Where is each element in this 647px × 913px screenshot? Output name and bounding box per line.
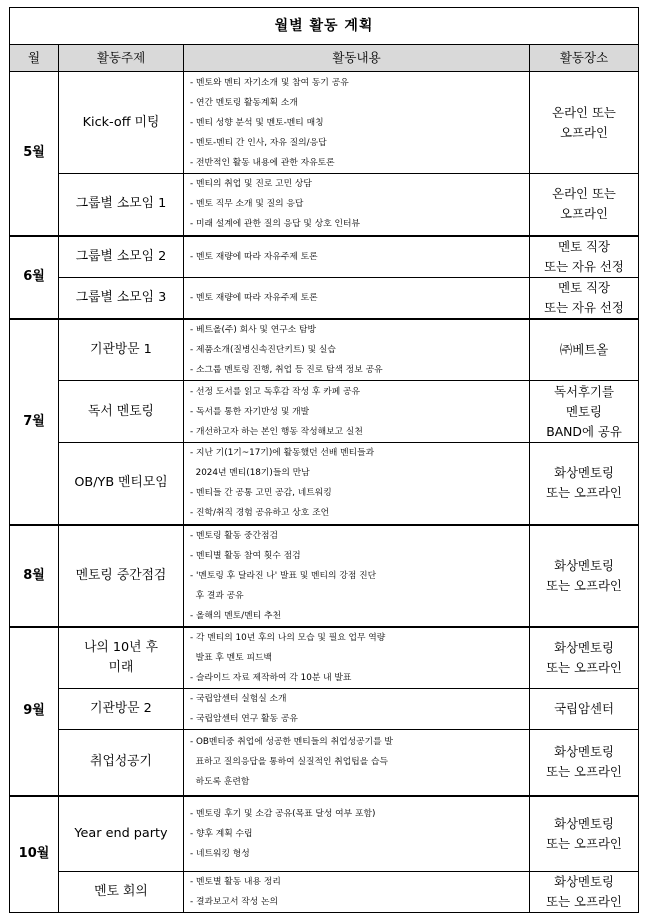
- place-line: 또는 자유 선정: [544, 258, 624, 274]
- month-cell: 8월: [10, 525, 59, 627]
- topic-cell: 그룹별 소모임 1: [59, 174, 184, 236]
- place-line: 독서후기를: [554, 383, 614, 399]
- month-cell: 7월: [10, 319, 59, 525]
- content-line: 표하고 질의응답을 통하여 실질적인 취업팁을 습득: [190, 757, 389, 768]
- place-cell: [530, 443, 639, 525]
- header-topic: 활동주제: [59, 45, 184, 72]
- place-cell: [530, 319, 639, 381]
- header-month: 월: [10, 45, 59, 72]
- content-line: - 멘토링 후기 및 소감 공유(목표 달성 여부 포함): [190, 808, 376, 819]
- topic-cell: Kick-off 미팅: [59, 72, 184, 174]
- content-line: - 올해의 멘토/멘티 추천: [190, 610, 282, 621]
- table-row: [10, 872, 639, 913]
- place-line: 화상멘토링: [554, 874, 614, 889]
- content-line: 2024년 멘티(18기)들의 만남: [190, 468, 310, 479]
- content-line: - 네트워킹 형성: [190, 848, 250, 859]
- topic-cell: 취업성공기: [59, 730, 184, 796]
- table-row: [10, 730, 639, 796]
- place-line: ㈜베트올: [559, 341, 609, 357]
- place-cell: [530, 174, 639, 236]
- content-line: - 미래 설계에 관한 질의 응답 및 상호 인터뷰: [190, 219, 361, 230]
- place-line: 온라인 또는: [552, 104, 616, 120]
- content-line: - 슬라이드 자료 제작하여 각 10분 내 발표: [190, 672, 352, 683]
- table-row: [10, 277, 639, 319]
- place-line: 화상멘토링: [554, 639, 614, 655]
- topic-cell: 독서 멘토링: [59, 381, 184, 443]
- content-line: - 멘토 직무 소개 및 질의 응답: [190, 199, 304, 210]
- place-line: 화상멘토링: [554, 815, 614, 831]
- table-row: [10, 381, 639, 443]
- topic-cell: 멘토링 중간점검: [59, 525, 184, 627]
- content-line: - 멘티들 간 공통 고민 공감, 네트워킹: [190, 488, 332, 499]
- place-cell: [530, 796, 639, 872]
- content-line: - 멘토별 활동 내용 정리: [190, 877, 281, 887]
- content-cell: [184, 525, 530, 627]
- content-cell: [184, 689, 530, 730]
- table-row: [10, 525, 639, 627]
- place-line: 멘토 직장: [558, 279, 610, 295]
- table-row: [10, 443, 639, 525]
- topic-line: 나의 10년 후: [84, 639, 158, 655]
- topic-cell: 기관방문 2: [59, 689, 184, 730]
- content-cell: [184, 796, 530, 872]
- topic-line: 미래: [108, 659, 134, 675]
- content-line: - 멘티 성향 분석 및 멘토-멘티 매칭: [190, 117, 324, 128]
- content-line: 하도록 훈련함: [190, 777, 250, 788]
- content-line: - 멘티별 활동 참여 횟수 점검: [190, 550, 301, 561]
- topic-cell: 기관방문 1: [59, 319, 184, 381]
- content-cell: [184, 174, 530, 236]
- content-cell: [184, 277, 530, 319]
- content-cell: [184, 627, 530, 689]
- table-row: [10, 689, 639, 730]
- place-line: 또는 오프라인: [546, 659, 622, 675]
- place-line: 멘토 직장: [558, 238, 610, 254]
- topic-cell: Year end party: [59, 796, 184, 872]
- place-line: 온라인 또는: [552, 186, 616, 202]
- content-cell: [184, 381, 530, 443]
- content-line: - 멘토 재량에 따라 자유주제 토론: [190, 292, 318, 303]
- content-line: - 연간 멘토링 활동계획 소개: [190, 97, 298, 108]
- content-cell: [184, 236, 530, 278]
- content-line: - 진학/취직 경험 공유하고 상호 조언: [190, 508, 330, 519]
- table-row: [10, 319, 639, 381]
- place-cell: [530, 627, 639, 689]
- month-cell: 6월: [10, 236, 59, 319]
- place-cell: [530, 525, 639, 627]
- place-line: 또는 오프라인: [546, 894, 622, 909]
- content-cell: [184, 872, 530, 913]
- place-line: 화상멘토링: [554, 557, 614, 573]
- content-line: - 멘토-멘티 간 인사, 자유 질의/응답: [190, 137, 327, 148]
- header-content: 활동내용: [184, 45, 530, 72]
- topic-cell: OB/YB 멘티모임: [59, 443, 184, 525]
- place-line: 또는 오프라인: [546, 577, 622, 593]
- place-line: 또는 오프라인: [546, 485, 622, 501]
- place-cell: [530, 872, 639, 913]
- table-row: [10, 72, 639, 174]
- table-row: [10, 236, 639, 278]
- place-cell: [530, 236, 639, 278]
- content-line: - 선정 도서를 읽고 독후감 작성 후 카페 공유: [190, 386, 361, 397]
- topic-cell: 그룹별 소모임 2: [59, 236, 184, 278]
- place-line: 화상멘토링: [554, 744, 614, 760]
- place-cell: [530, 381, 639, 443]
- content-line: - 지난 기(1기~17기)에 활동했던 선배 멘티들과: [190, 448, 375, 459]
- content-line: - 제품소개(질병신속진단키트) 및 실습: [190, 344, 336, 355]
- content-line: - 소그룹 멘토링 진행, 취업 등 진로 탐색 정보 공유: [190, 364, 383, 375]
- month-cell: 9월: [10, 627, 59, 796]
- content-line: 후 결과 공유: [190, 590, 244, 601]
- content-cell: [184, 443, 530, 525]
- place-cell: [530, 72, 639, 174]
- content-line: - 베트올(주) 회사 및 연구소 탐방: [190, 324, 316, 335]
- activity-plan-table: [9, 7, 639, 913]
- content-line: - 국립암센터 연구 활동 공유: [190, 714, 298, 724]
- content-cell: [184, 730, 530, 796]
- content-line: - 멘토링 활동 중간점검: [190, 530, 279, 541]
- content-line: - 독서를 통한 자기반성 및 개발: [190, 406, 310, 417]
- content-line: - 멘토 재량에 따라 자유주제 토론: [190, 251, 318, 262]
- header-place: 활동장소: [530, 45, 639, 72]
- place-line: 멘토링: [566, 403, 602, 419]
- table-title: 월별 활동 계획: [10, 8, 639, 45]
- place-line: 또는 자유 선정: [544, 299, 624, 315]
- table-row: [10, 627, 639, 689]
- topic-cell: [59, 627, 184, 689]
- place-line: 화상멘토링: [554, 465, 614, 481]
- content-line: - 멘티의 취업 및 진로 고민 상담: [190, 179, 312, 190]
- content-line: - 개선하고자 하는 본인 행동 작성해보고 실천: [190, 426, 363, 437]
- content-line: 발표 후 멘토 피드백: [190, 652, 272, 663]
- table-row: [10, 174, 639, 236]
- place-line: BAND에 공유: [546, 423, 622, 439]
- place-cell: [530, 730, 639, 796]
- topic-cell: 멘토 회의: [59, 872, 184, 913]
- place-line: 국립암센터: [554, 701, 614, 716]
- place-cell: [530, 277, 639, 319]
- place-line: 오프라인: [560, 206, 608, 222]
- content-line: - 전반적인 활동 내용에 관한 자유토론: [190, 157, 335, 168]
- table-row: [10, 796, 639, 872]
- content-cell: [184, 72, 530, 174]
- month-cell: 10월: [10, 796, 59, 913]
- place-cell: [530, 689, 639, 730]
- content-line: - 멘토와 멘티 자기소개 및 참여 동기 공유: [190, 77, 349, 88]
- content-line: - 각 멘티의 10년 후의 나의 모습 및 필요 업무 역량: [190, 632, 386, 643]
- content-cell: [184, 319, 530, 381]
- place-line: 또는 오프라인: [546, 764, 622, 780]
- content-line: - '멘토링 후 달라진 나' 발표 및 멘티의 강점 진단: [190, 570, 377, 581]
- month-cell: 5월: [10, 72, 59, 236]
- topic-cell: 그룹별 소모임 3: [59, 277, 184, 319]
- place-line: 오프라인: [560, 124, 608, 140]
- content-line: - OB멘티중 취업에 성공한 멘티들의 취업성공기를 발: [190, 737, 393, 748]
- content-line: - 향후 계획 수립: [190, 828, 253, 839]
- content-line: - 결과보고서 작성 논의: [190, 897, 279, 907]
- place-line: 또는 오프라인: [546, 835, 622, 851]
- content-line: - 국립암센터 실험실 소개: [190, 694, 287, 704]
